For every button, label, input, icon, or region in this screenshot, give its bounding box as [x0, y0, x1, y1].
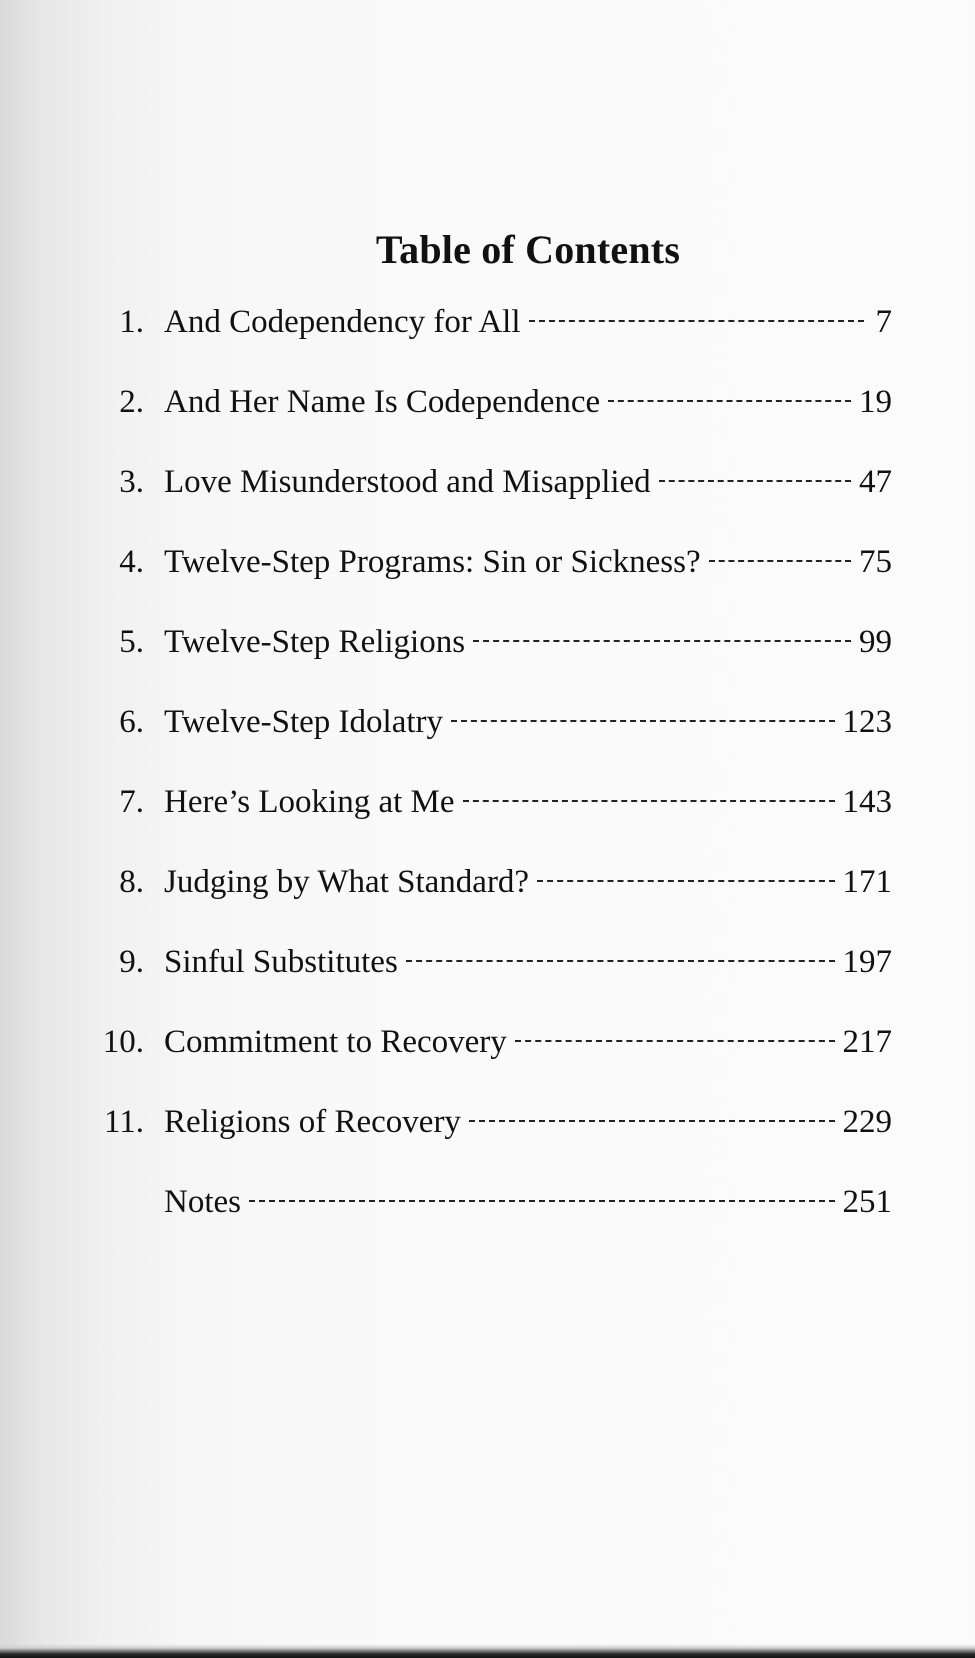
- chapter-title: Notes: [164, 1184, 241, 1220]
- chapter-title: Here’s Looking at Me: [164, 784, 455, 820]
- chapter-number: 8.: [119, 864, 144, 900]
- chapter-title: Commitment to Recovery: [164, 1024, 507, 1060]
- toc-entry: [90, 1098, 892, 1178]
- dot-leader: [469, 1119, 835, 1122]
- chapter-number: 6.: [119, 704, 144, 740]
- page-number: 171: [842, 864, 892, 900]
- toc-entry: [90, 938, 892, 1018]
- chapter-number: 3.: [119, 464, 144, 500]
- dot-leader: [659, 479, 851, 482]
- dot-leader: [249, 1199, 835, 1202]
- dot-leader: [463, 799, 835, 802]
- chapter-number: 11.: [103, 1104, 144, 1140]
- dot-leader: [451, 719, 834, 722]
- toc-entry: [90, 538, 892, 618]
- chapter-number: 10.: [102, 1024, 144, 1060]
- page-title: Table of Contents: [375, 227, 681, 272]
- toc-entry: [90, 778, 892, 858]
- toc-entry: [90, 858, 892, 938]
- dot-leader: [537, 879, 834, 882]
- page-bottom-edge: [0, 1644, 975, 1658]
- chapter-number: 4.: [119, 544, 144, 580]
- toc-entry-notes: [90, 1178, 892, 1258]
- page-number: 197: [842, 944, 892, 980]
- toc-entry: [90, 378, 892, 458]
- page-number: 229: [842, 1104, 892, 1140]
- chapter-title: And Codependency for All: [164, 304, 521, 340]
- chapter-title: Twelve-Step Programs: Sin or Sickness?: [164, 544, 701, 580]
- page-number: 217: [842, 1024, 892, 1060]
- toc-entry: [90, 1018, 892, 1098]
- chapter-number: 7.: [119, 784, 144, 820]
- chapter-number: 9.: [119, 944, 144, 980]
- table-of-contents: [90, 298, 892, 1258]
- chapter-title: Judging by What Standard?: [164, 864, 530, 900]
- toc-entry: [90, 298, 892, 378]
- chapter-title: Religions of Recovery: [164, 1104, 461, 1140]
- toc-entry: [90, 698, 892, 778]
- dot-leader: [529, 319, 864, 322]
- chapter-title: Sinful Substitutes: [164, 944, 398, 980]
- page-number: 47: [859, 464, 892, 500]
- chapter-title: Love Misunderstood and Misapplied: [164, 464, 651, 500]
- chapter-number: 1.: [119, 304, 144, 340]
- dot-leader: [608, 399, 851, 402]
- page-number: 143: [842, 784, 892, 820]
- page-number: 99: [859, 624, 892, 660]
- dot-leader: [473, 639, 851, 642]
- page-number: 123: [842, 704, 892, 740]
- page-number: 19: [859, 384, 892, 420]
- page-number: 7: [875, 304, 892, 340]
- page-number: 75: [859, 544, 892, 580]
- page-number: 251: [842, 1184, 892, 1220]
- chapter-number: 2.: [119, 384, 144, 420]
- toc-entry: [90, 458, 892, 538]
- chapter-title: Twelve-Step Religions: [164, 624, 466, 660]
- chapter-title: And Her Name Is Codependence: [164, 384, 601, 420]
- dot-leader: [406, 959, 835, 962]
- dot-leader: [709, 559, 851, 562]
- toc-entry: [90, 618, 892, 698]
- chapter-number: 5.: [119, 624, 144, 660]
- dot-leader: [515, 1039, 835, 1042]
- chapter-title: Twelve-Step Idolatry: [164, 704, 444, 740]
